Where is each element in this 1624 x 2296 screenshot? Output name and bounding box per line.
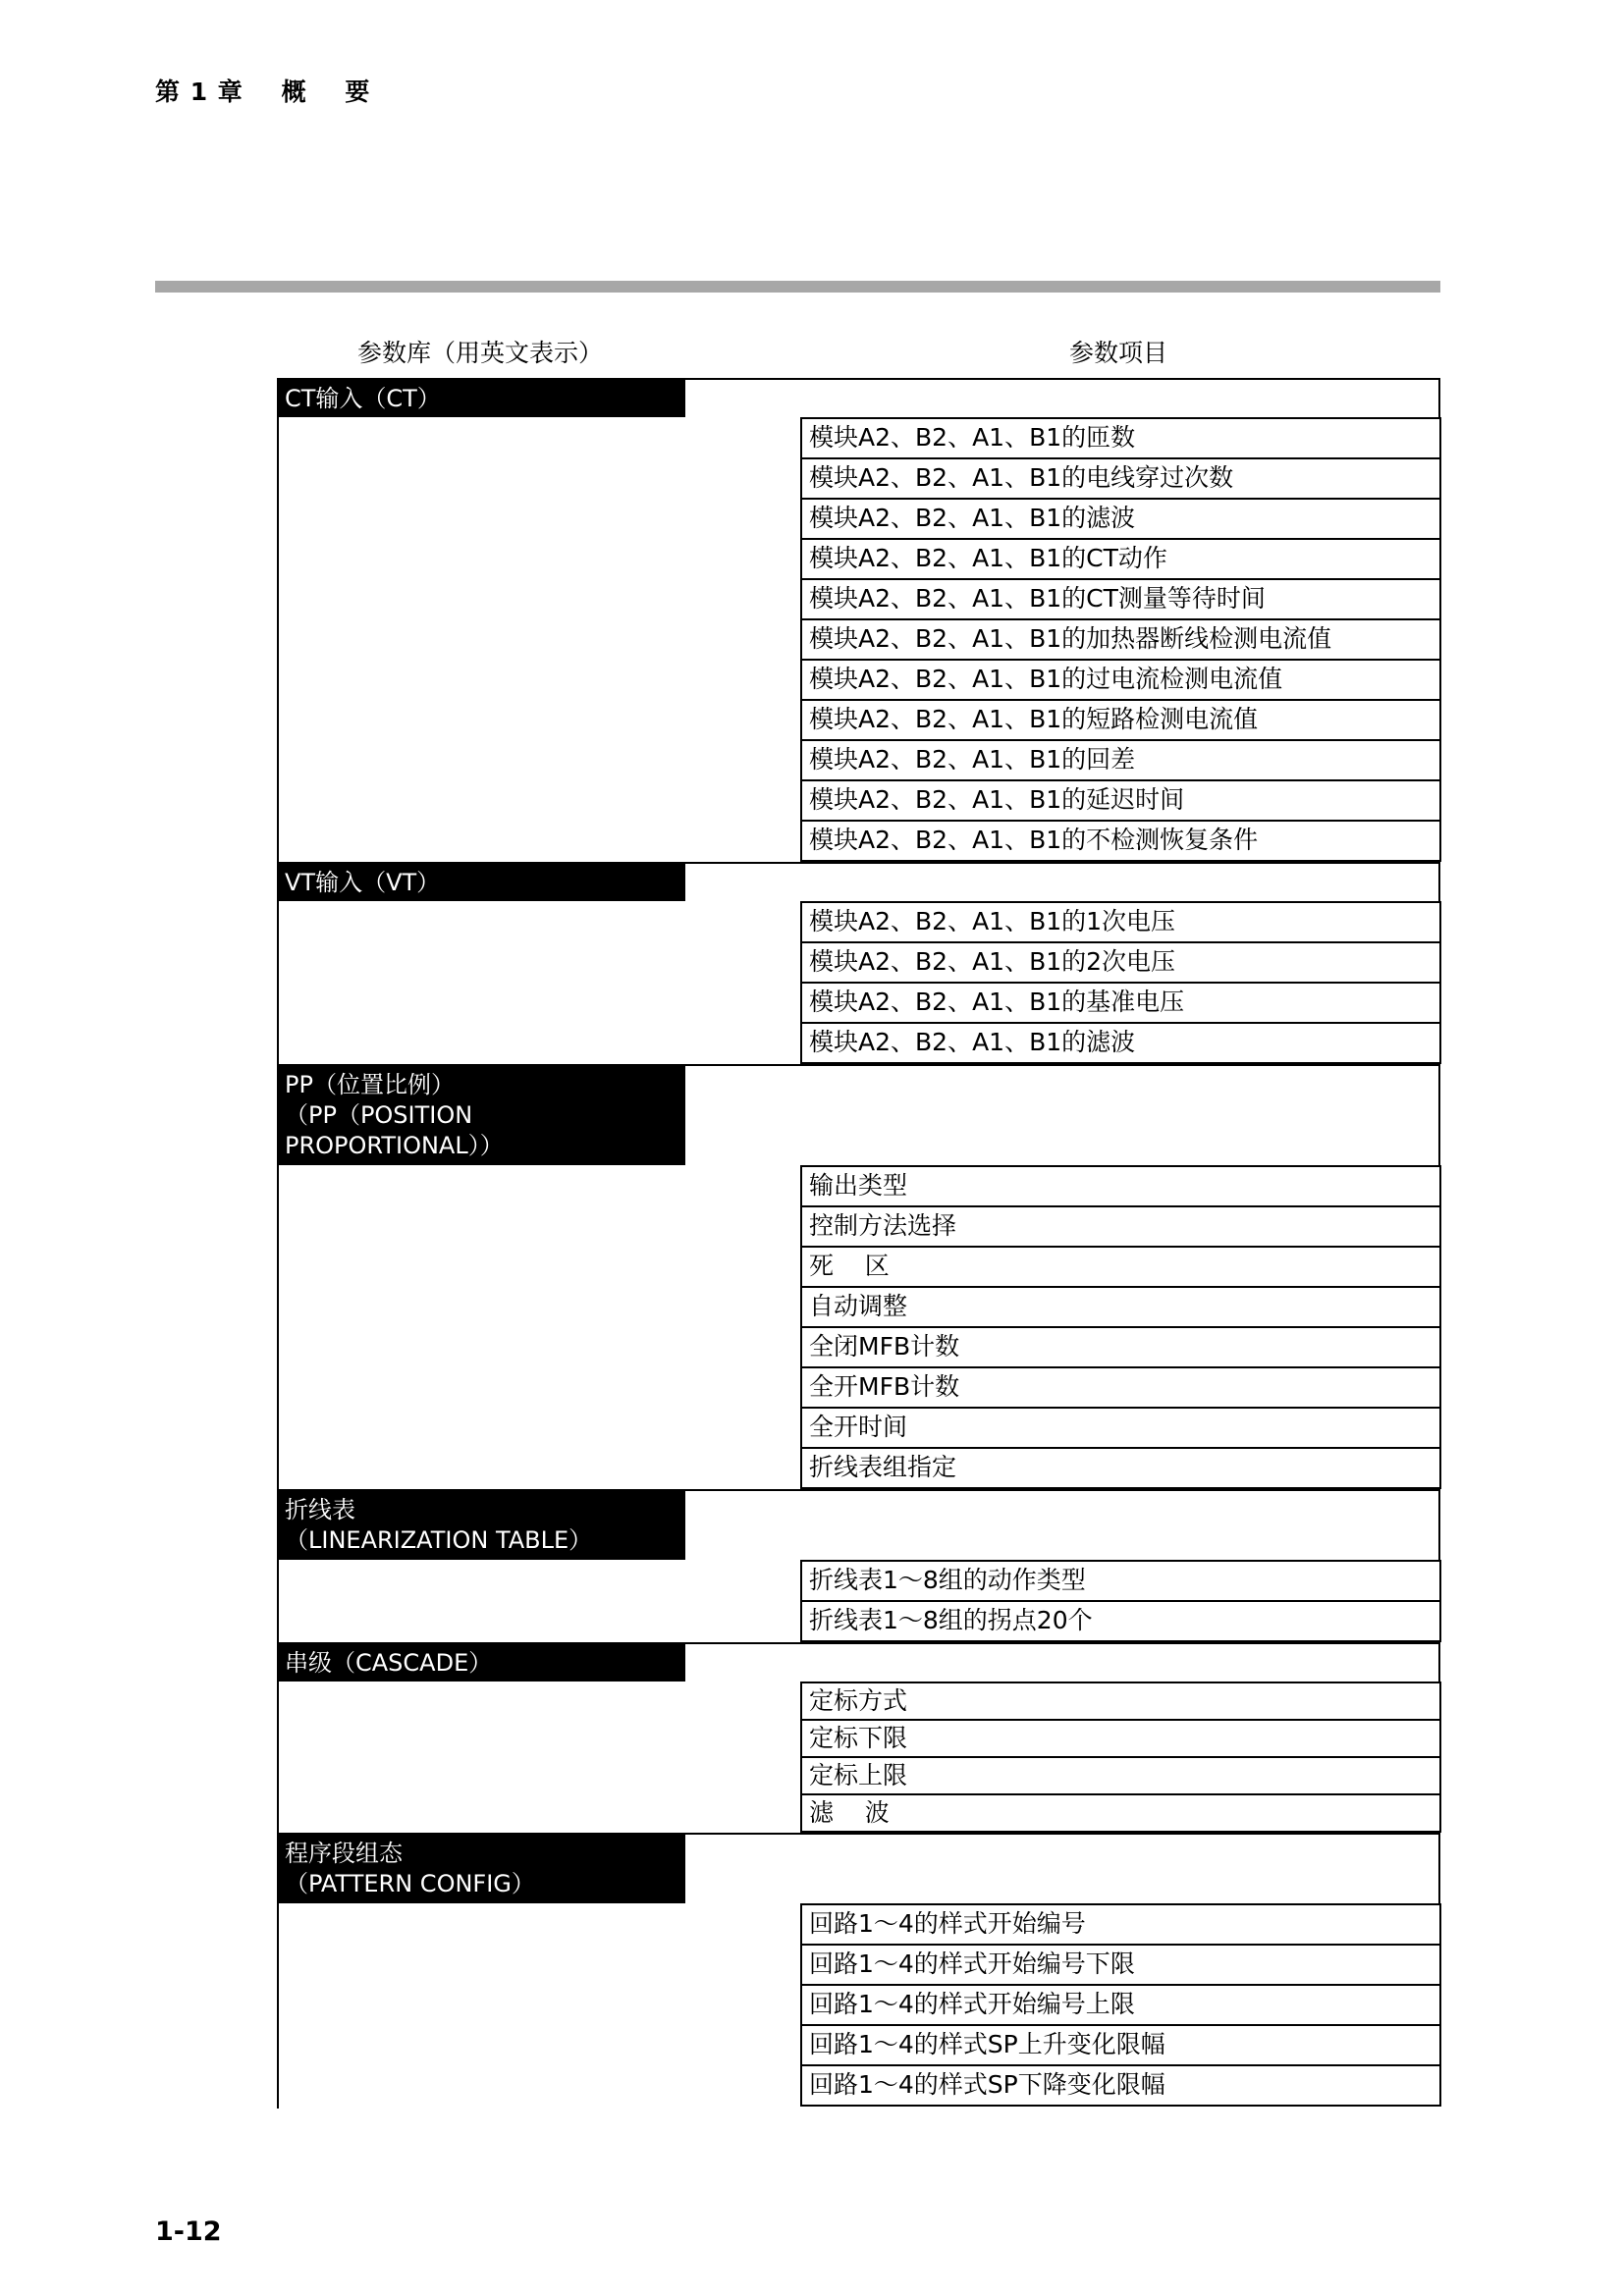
section-title-line: PROPORTIONAL））	[285, 1132, 504, 1159]
parameter-item: 定标下限	[802, 1721, 1439, 1758]
parameter-item: 折线表1～8组的动作类型	[802, 1562, 1439, 1602]
column-header-parameter-items: 参数项目	[1069, 339, 1168, 367]
parameter-item: 全闭MFB计数	[802, 1328, 1439, 1368]
parameter-item: 模块A2、B2、A1、B1的过电流检测电流值	[802, 661, 1439, 701]
parameter-item: 控制方法选择	[802, 1207, 1439, 1248]
parameter-item: 回路1～4的样式开始编号上限	[802, 1986, 1439, 2026]
parameter-item: 回路1～4的样式开始编号	[802, 1905, 1439, 1946]
section-title-line: （PP（POSITION	[285, 1101, 473, 1129]
section-frame-line	[685, 378, 1440, 417]
parameter-item: 模块A2、B2、A1、B1的滤波	[802, 1024, 1439, 1064]
section-title-line: 串级（CASCADE）	[285, 1649, 493, 1677]
section-title-line: （LINEARIZATION TABLE）	[285, 1526, 593, 1554]
section-title-bar	[277, 378, 685, 417]
section-title-bar	[277, 1064, 685, 1165]
section-title-line: 折线表	[285, 1496, 355, 1523]
parameter-item: 回路1～4的样式SP下降变化限幅	[802, 2066, 1439, 2107]
section-header	[277, 1064, 1441, 1165]
section-title-line: 程序段组态	[285, 1840, 403, 1867]
section-title-bar	[277, 1489, 685, 1560]
chapter-title: 第 1 章 概 要	[155, 78, 371, 106]
parameter-item-list	[800, 1903, 1441, 2107]
section-header	[277, 1833, 1441, 1903]
parameter-item: 折线表1～8组的拐点20个	[802, 1602, 1439, 1642]
section-frame-line	[685, 862, 1440, 901]
section-title-line: CT输入（CT）	[285, 385, 441, 412]
parameter-item: 模块A2、B2、A1、B1的滤波	[802, 500, 1439, 540]
section-frame-line	[685, 1064, 1440, 1165]
section-title-line: （PATTERN CONFIG）	[285, 1870, 535, 1897]
section-header	[277, 1642, 1441, 1682]
section-title-bar	[277, 862, 685, 901]
parameter-item: 折线表组指定	[802, 1449, 1439, 1489]
parameter-item: 模块A2、B2、A1、B1的CT动作	[802, 540, 1439, 580]
section-title-bar	[277, 1833, 685, 1903]
parameter-item: 模块A2、B2、A1、B1的加热器断线检测电流值	[802, 620, 1439, 661]
parameter-item: 全开时间	[802, 1409, 1439, 1449]
parameter-item: 模块A2、B2、A1、B1的短路检测电流值	[802, 701, 1439, 741]
parameter-item: 定标上限	[802, 1758, 1439, 1795]
parameter-tree	[277, 378, 1441, 2107]
parameter-item-list	[800, 901, 1441, 1064]
parameter-item: 模块A2、B2、A1、B1的回差	[802, 741, 1439, 781]
section-header	[277, 378, 1441, 417]
parameter-item: 模块A2、B2、A1、B1的2次电压	[802, 943, 1439, 984]
parameter-item: 死 区	[802, 1248, 1439, 1288]
parameter-item: 自动调整	[802, 1288, 1439, 1328]
parameter-item: 模块A2、B2、A1、B1的1次电压	[802, 903, 1439, 943]
parameter-item: 模块A2、B2、A1、B1的电线穿过次数	[802, 459, 1439, 500]
parameter-item-list	[800, 417, 1441, 862]
parameter-item-list	[800, 1165, 1441, 1489]
parameter-item: 回路1～4的样式开始编号下限	[802, 1946, 1439, 1986]
column-header-parameter-bank: 参数库（用英文表示）	[357, 339, 604, 367]
parameter-item: 模块A2、B2、A1、B1的CT测量等待时间	[802, 580, 1439, 620]
section-frame-line	[685, 1833, 1440, 1903]
section-title-bar	[277, 1642, 685, 1682]
section-title-line: PP（位置比例）	[285, 1071, 455, 1098]
section-title-line: VT输入（VT）	[285, 869, 441, 896]
section-header	[277, 1489, 1441, 1560]
parameter-item-list	[800, 1682, 1441, 1833]
parameter-item: 模块A2、B2、A1、B1的延迟时间	[802, 781, 1439, 822]
section-header	[277, 862, 1441, 901]
parameter-item: 模块A2、B2、A1、B1的不检测恢复条件	[802, 822, 1439, 862]
parameter-item: 全开MFB计数	[802, 1368, 1439, 1409]
section-frame-line	[685, 1642, 1440, 1682]
parameter-item: 回路1～4的样式SP上升变化限幅	[802, 2026, 1439, 2066]
parameter-item: 滤 波	[802, 1795, 1439, 1833]
parameter-item: 输出类型	[802, 1167, 1439, 1207]
parameter-item-list	[800, 1560, 1441, 1642]
page-number: 1-12	[155, 2216, 222, 2247]
parameter-item: 定标方式	[802, 1683, 1439, 1721]
header-rule	[155, 281, 1440, 293]
parameter-item: 模块A2、B2、A1、B1的基准电压	[802, 984, 1439, 1024]
section-frame-line	[685, 1489, 1440, 1560]
parameter-item: 模块A2、B2、A1、B1的匝数	[802, 419, 1439, 459]
